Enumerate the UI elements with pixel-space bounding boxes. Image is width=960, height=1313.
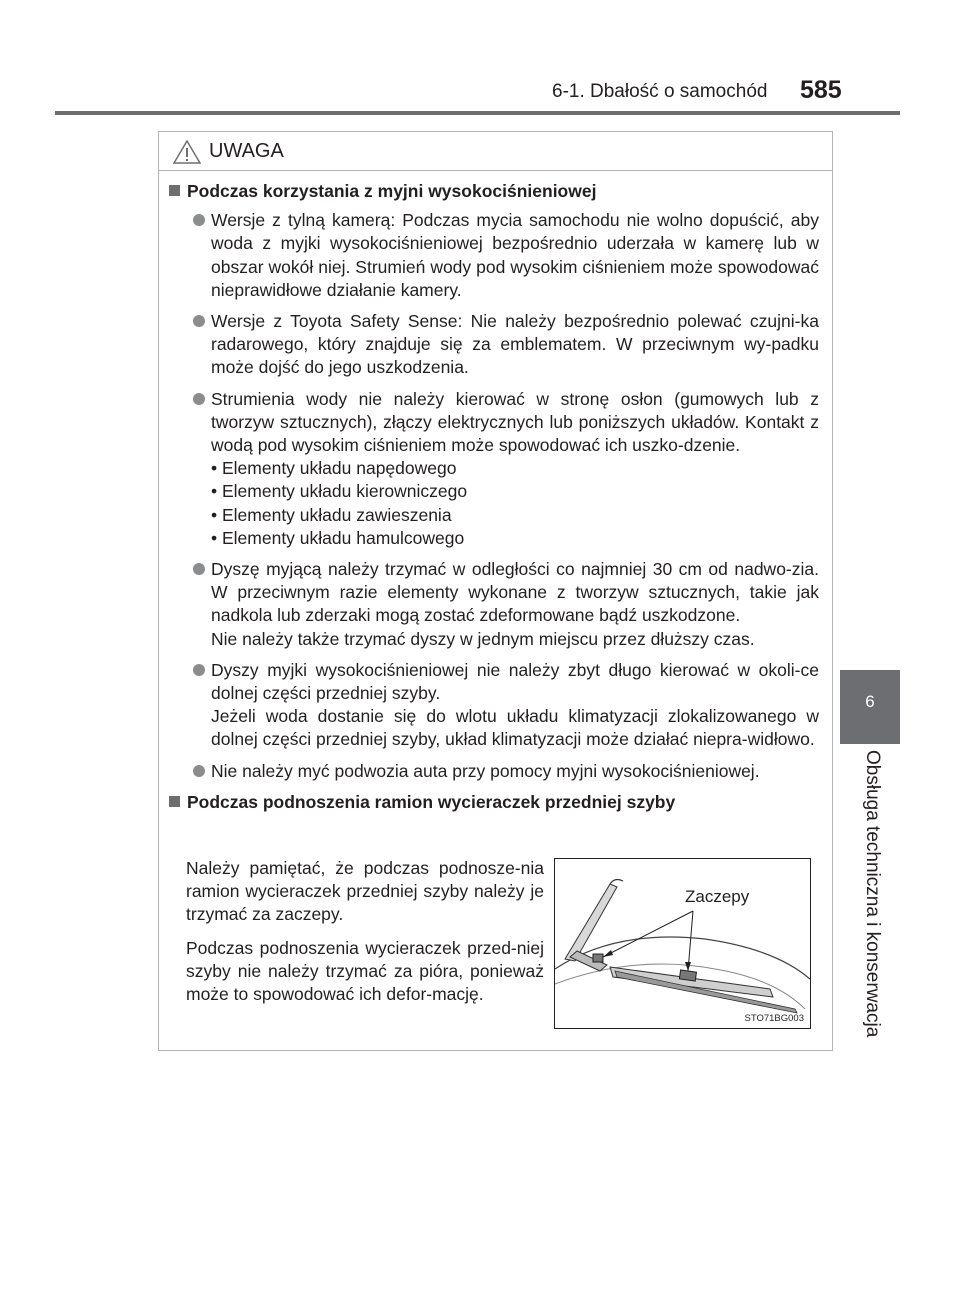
circle-bullet-icon — [193, 664, 205, 676]
caution-title: UWAGA — [209, 140, 284, 162]
list-item — [169, 388, 819, 550]
circle-bullet-icon — [193, 563, 205, 575]
sublist-item: • Elementy układu zawieszenia — [211, 504, 452, 525]
caution-content — [169, 177, 819, 820]
caution-header — [159, 132, 832, 171]
section-title: 6-1. Dbałość o samochód — [552, 81, 768, 102]
section-heading — [169, 180, 819, 203]
list-item — [169, 310, 819, 380]
wiper-figure — [554, 858, 811, 1029]
square-bullet-icon — [169, 185, 180, 196]
figure-code: STO71BG003 — [744, 1013, 804, 1024]
circle-bullet-icon — [193, 315, 205, 327]
section-heading — [169, 791, 819, 814]
item-text: Strumienia wody nie należy kierować w stronę osłon (gumowych lub z tworzyw sztucznych), złączy elektrycznych lub poniższych układów. Kontakt z wodą pod wysokim ciśnieniem może spowodować ich uszko-dzenie. — [211, 388, 819, 456]
caution-box — [158, 131, 833, 1051]
circle-bullet-icon — [193, 393, 205, 405]
wiper-paragraph: Należy pamiętać, że podczas podnosze-nia ramion wycieraczek przedniej szyby należy je trzymać za zaczepy. — [186, 858, 544, 925]
chapter-title-text: Obsługa techniczna i konserwacja — [862, 750, 883, 1038]
wiper-instructions — [186, 857, 544, 1016]
circle-bullet-icon — [193, 765, 205, 777]
list-item — [169, 558, 819, 651]
sublist-item: • Elementy układu kierowniczego — [211, 481, 468, 502]
item-text: Dyszę myjącą należy trzymać w odległości co najmniej 30 cm od nadwo-zia. W przeciwnym razie elementy wykonane z tworzyw sztucznych, takie jak nadkola lub zderzaki mogą zostać zdeformowane bądź uszkodzone. — [211, 559, 819, 626]
item-text: Wersje z tylną kamerą: Podczas mycia samochodu nie wolno dopuścić, aby woda z myjki wysokociśnieniowej bezpośrednio uderzała w kamerę lub w obszar wokół niej. Strumień wody pod wysokim ciśnieniem może spowodować nieprawidłowe działanie kamery. — [211, 210, 819, 300]
item-text: Nie należy myć podwozia auta przy pomocy myjni wysokociśnieniowej. — [211, 760, 760, 781]
sublist-item: • Elementy układu hamulcowego — [211, 527, 465, 548]
wiper-paragraph: Podczas podnoszenia wycieraczek przed-niej szyby nie należy trzymać za pióra, ponieważ może to spowodować ich defor-mację. — [186, 937, 544, 1005]
section-heading-text: Podczas podnoszenia ramion wycieraczek przedniej szyby — [187, 791, 676, 812]
figure-label: Zaczepy — [685, 887, 750, 906]
list-item — [169, 659, 819, 752]
circle-bullet-icon — [193, 214, 205, 226]
sublist-item: • Elementy układu napędowego — [211, 458, 457, 479]
warning-triangle-icon — [173, 140, 201, 164]
list-item — [169, 760, 819, 783]
section-heading-text: Podczas korzystania z myjni wysokociśnieniowej — [187, 181, 597, 201]
page-number: 585 — [800, 76, 842, 104]
wiper-illustration — [555, 859, 810, 1028]
header-rule — [55, 111, 900, 115]
chapter-side-title — [853, 750, 889, 1050]
square-bullet-icon — [169, 796, 180, 807]
list-item — [169, 209, 819, 302]
item-extra-text: Nie należy także trzymać dyszy w jednym miejscu przez dłuższy czas. — [211, 628, 755, 649]
chapter-tab: 6 — [840, 670, 900, 744]
item-text: Dyszy myjki wysokociśnieniowej nie należy zbyt długo kierować w okoli-ce dolnej części przedniej szyby. — [211, 659, 819, 704]
item-text: Wersje z Toyota Safety Sense: Nie należy bezpośrednio polewać czujni-ka radarowego, który znajduje się za emblematem. W przeciwnym wy-padku może dojść do jego uszkodzenia. — [211, 311, 819, 378]
item-extra-text: Jeżeli woda dostanie się do wlotu układu klimatyzacji zlokalizowanego w dolnej części przedniej szyby, układ klimatyzacji może działać niepra-widłowo. — [211, 706, 819, 750]
